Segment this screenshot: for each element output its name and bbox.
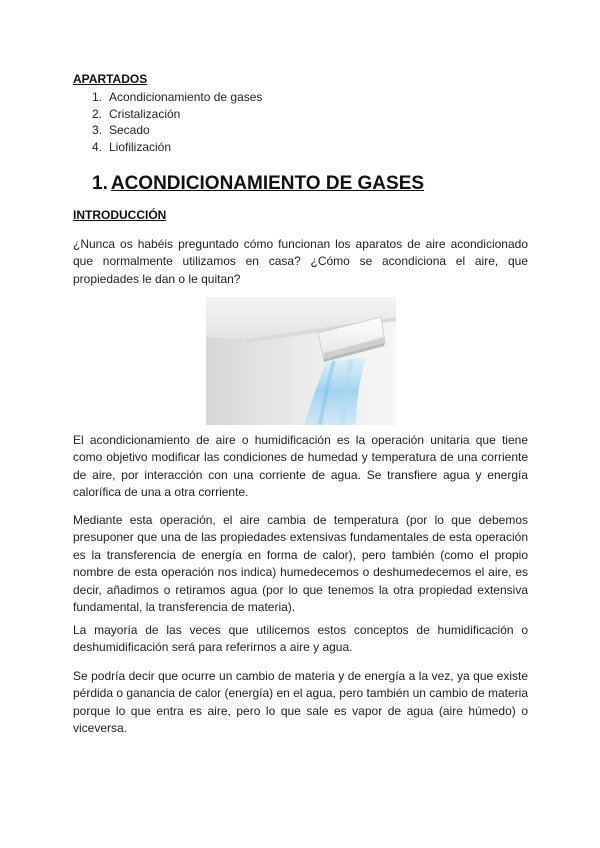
toc-item-label: Acondicionamiento de gases — [109, 90, 263, 104]
toc-list — [92, 89, 262, 155]
toc-item-number: 2. — [92, 106, 103, 121]
paragraph-change: Se podría decir que ocurre un cambio de materia y de energía a la vez, ya que existe pérdida o ganancia de calor (energía) en el agua, pero también un cambio de materia porque lo que entra es aire, pero lo que sale es vapor de agua (aire húmedo) o viceversa. — [73, 669, 528, 736]
section-title — [92, 173, 424, 195]
toc-item — [92, 122, 262, 139]
toc-item-label: Cristalización — [109, 106, 181, 121]
paragraph-operation: Mediante esta operación, el aire cambia de temperatura (por lo que debemos presuponer que una de las propiedades extensivas fundamentales de esta operación es la transferencia de energía en forma de calor), pero también (como el propio nombre de esta operación nos indica) humedecemos o deshumedecemos el aire, es decir, añadimos o retiramos agua (por lo que tenemos la otra propiedad extensiva fundamental, la transferencia de materia). — [73, 513, 528, 615]
air-conditioner-image — [206, 297, 396, 425]
paragraph-definition: El acondicionamiento de aire o humidificación es la operación unitaria que tiene como objetivo modificar las condiciones de humedad y temperatura de una corriente de aire, por interacción con una corriente de agua. Se transfiere agua y energía calorífica de una a otra corriente. — [73, 433, 528, 500]
toc-item-label: Liofilización — [109, 139, 172, 154]
subheading-introduccion: INTRODUCCIÓN — [73, 208, 167, 222]
paragraph-intro-question: ¿Nunca os habéis preguntado cómo funcionan los aparatos de aire acondicionado que normalmente utilizamos en casa? ¿Cómo se acondiciona el aire, que propiedades le dan o le quitan? — [73, 237, 528, 286]
toc-item-label: Secado — [109, 123, 150, 137]
paragraph-humidification: La mayoría de las veces que utilicemos estos conceptos de humidificación o deshumidificación será para referirnos a aire y agua. — [73, 623, 528, 655]
air-conditioner-illustration — [206, 297, 396, 425]
toc-item-number: 1. — [92, 90, 103, 104]
section-number: 1. — [92, 173, 108, 194]
section-title-text: ACONDICIONAMIENTO DE GASES — [110, 173, 425, 194]
toc-item-number: 3. — [92, 123, 103, 137]
toc-item-number: 4. — [92, 139, 103, 154]
toc-item — [92, 139, 262, 156]
toc-item — [92, 106, 262, 123]
toc-heading: APARTADOS — [73, 72, 148, 86]
toc-item — [92, 89, 262, 106]
